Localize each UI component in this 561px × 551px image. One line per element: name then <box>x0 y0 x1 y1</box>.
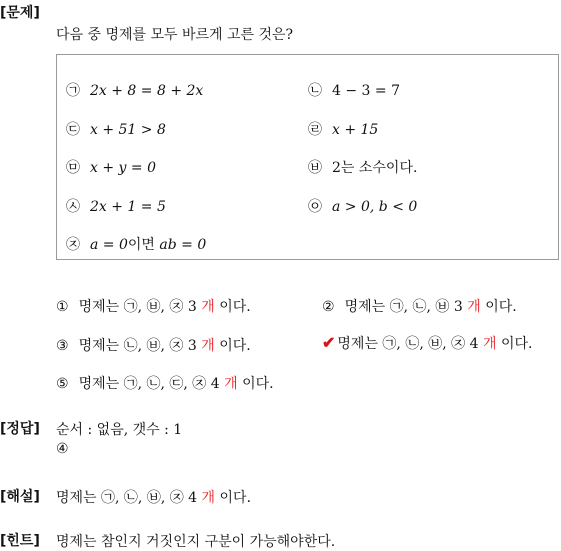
choice-2[interactable]: ② 명제는 ㉠, ㉡, ㉥ 3 개 이다. <box>322 299 517 315</box>
explanation-text: 명제는 ㉠, ㉡, ㉥, ㉨ 4 개 이다. <box>56 490 252 506</box>
statement-4: ㉣ x + 15 <box>308 122 379 138</box>
choice-4[interactable]: ✔ 명제는 ㉠, ㉡, ㉥, ㉨ 4 개 이다. <box>322 333 533 352</box>
statement-7: ㉦ 2x + 1 = 5 <box>66 199 166 215</box>
choice-5[interactable]: ⑤ 명제는 ㉠, ㉡, ㉢, ㉨ 4 개 이다. <box>56 376 274 392</box>
hint-label: [힌트] <box>0 533 40 549</box>
choice-3[interactable]: ③ 명제는 ㉡, ㉥, ㉨ 3 개 이다. <box>56 338 251 354</box>
hint-text: 명제는 참인지 거짓인지 구분이 가능해야한다. <box>56 534 336 550</box>
statement-1: ㉠ 2x + 8 = 8 + 2x <box>66 83 204 99</box>
question-text: 다음 중 명제를 모두 바르게 고른 것은? <box>56 27 294 43</box>
answer-label: [정답] <box>0 421 40 437</box>
statement-3: ㉢ x + 51 > 8 <box>66 122 166 138</box>
choice-1[interactable]: ① 명제는 ㉠, ㉥, ㉨ 3 개 이다. <box>56 299 251 315</box>
statement-8: ㉧ a > 0, b < 0 <box>308 199 418 215</box>
answer-choice: ④ <box>56 441 69 457</box>
statement-6: ㉥ 2는 소수이다. <box>308 160 418 176</box>
answer-order-count: 순서 : 없음, 갯수 : 1 <box>56 422 183 438</box>
statement-2: ㉡ 4 − 3 = 7 <box>308 83 400 99</box>
problem-label: [문제] <box>0 5 40 21</box>
check-mark-icon: ✔ <box>322 333 336 352</box>
statement-9: ㉨ a = 0이면 ab = 0 <box>66 237 207 253</box>
explanation-label: [해설] <box>0 489 40 505</box>
statement-5: ㉤ x + y = 0 <box>66 160 156 176</box>
